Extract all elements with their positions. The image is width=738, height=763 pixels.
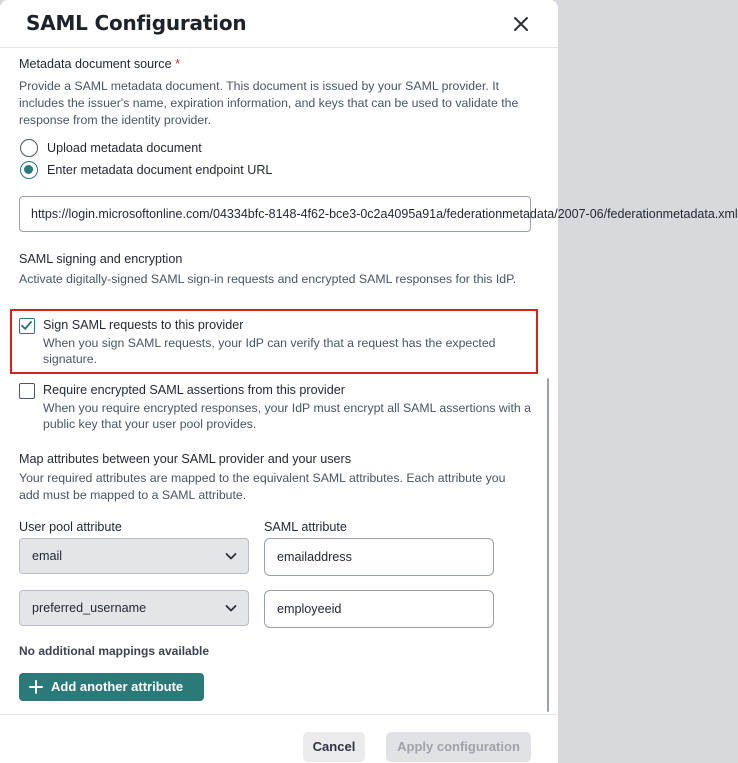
saml-attribute-input[interactable]: emailaddress — [264, 538, 494, 576]
chevron-down-icon — [225, 604, 237, 613]
select-value: email — [32, 549, 63, 563]
dialog-footer — [0, 714, 558, 763]
sign-requests-description: When you sign SAML requests, your IdP can verify that a request has the expected signature. — [43, 336, 496, 366]
user-pool-attribute-select[interactable] — [19, 538, 249, 574]
mapping-section-label: Map attributes between your SAML provider and your users — [19, 452, 352, 466]
mapping-section-description: Your required attributes are mapped to the equivalent SAML attributes. Each attribute you add must be mapped to a SAML attribute. — [19, 471, 506, 502]
require-encrypted-description: When you require encrypted responses, your IdP must encrypt all SAML assertions with a public key that your user pool provides. — [43, 401, 532, 431]
scrollbar[interactable] — [547, 378, 549, 712]
saml-attribute-header: SAML attribute — [264, 520, 347, 534]
dialog-title: SAML Configuration — [26, 11, 247, 35]
add-another-attribute-button[interactable] — [19, 673, 204, 701]
close-icon[interactable] — [509, 12, 533, 36]
signing-section-description: Activate digitally-signed SAML sign-in requests and encrypted SAML responses for this IdP. — [19, 272, 517, 286]
require-encrypted-label: Require encrypted SAML assertions from this provider — [43, 383, 345, 397]
add-another-attribute-label: Add another attribute — [51, 679, 184, 694]
radio-upload-metadata[interactable] — [20, 139, 38, 157]
dialog-body — [0, 48, 738, 712]
no-additional-mappings: No additional mappings available — [19, 644, 210, 658]
radio-endpoint-url-label: Enter metadata document endpoint URL — [47, 163, 273, 177]
saml-attribute-input[interactable]: employeeid — [264, 590, 494, 628]
require-encrypted-checkbox[interactable] — [19, 383, 35, 399]
plus-icon — [28, 679, 44, 695]
metadata-url-input[interactable]: https://login.microsoftonline.com/04334bfc-8148-4f62-bce3-0c2a4095a91a/federationmetadata/2007-06/federationmetadata.xml — [19, 196, 531, 232]
dialog-header — [0, 0, 558, 48]
required-marker: * — [175, 57, 181, 71]
select-value: preferred_username — [32, 601, 147, 615]
cancel-button[interactable]: Cancel — [303, 732, 365, 762]
user-pool-attribute-header: User pool attribute — [19, 520, 122, 534]
apply-configuration-button[interactable]: Apply configuration — [386, 732, 531, 762]
signing-section-label: SAML signing and encryption — [19, 252, 183, 266]
sign-requests-checkbox[interactable] — [19, 318, 35, 334]
sign-requests-label: Sign SAML requests to this provider — [43, 318, 244, 332]
radio-upload-metadata-label: Upload metadata document — [47, 141, 202, 155]
metadata-source-label: Metadata document source * — [19, 57, 181, 71]
chevron-down-icon — [225, 552, 237, 561]
radio-endpoint-url[interactable] — [20, 161, 38, 179]
user-pool-attribute-select[interactable] — [19, 590, 249, 626]
metadata-source-description: Provide a SAML metadata document. This document is issued by your SAML provider. It includes the issuer's name, expiration information, and keys that can be used to validate the response from the identity provider. — [19, 79, 519, 127]
